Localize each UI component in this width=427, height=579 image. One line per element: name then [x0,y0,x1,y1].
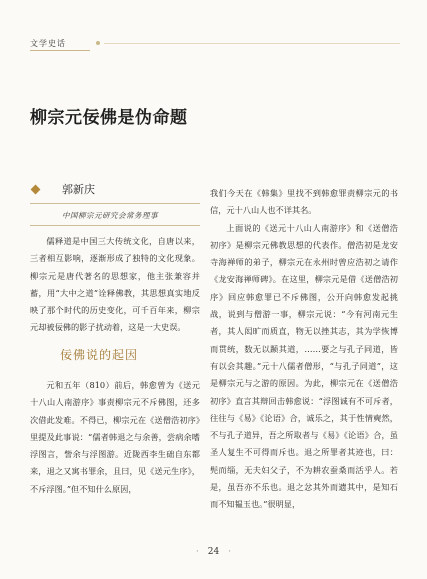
article-title: 柳宗元佞佛是伪命题 [30,108,188,128]
author-name: 郭新庆 [62,183,95,196]
body-paragraph-continued: 我们今天在《韩集》里找不到韩愈罪责柳宗元的书信，元十八山人也不详其名。 [210,188,398,216]
diamond-bullet-icon [31,185,41,195]
header-rule-left [30,50,90,51]
header-rule-right [104,43,400,44]
author-affiliation: 中国柳宗元研究会常务理事 [62,211,158,220]
affiliation-rule-top [30,203,200,204]
section-tag: 文学史话 [30,39,66,48]
header-dot [96,41,100,45]
footer-dot-left: · [196,547,199,557]
intro-text: 儒释道是中国三大传统文化，自唐以来，三者相互影响，逐渐形成了独特的文化现象。柳宗元是唐代著名的思想家，他主张兼容并蓄，用“大中之道”诠释佛教，其思想真实地反映了那个时代的历史变化，可千百年来，柳宗元却被佞佛的影子扰动着，这是一大史误。 [30,236,200,333]
page-footer [0,547,427,557]
footer-dot-right: · [228,547,231,557]
right-column-body [210,185,398,514]
body-paragraph: 上面说的《送元十八山人南游序》和《送僧浩初序》是柳宗元佛教思想的代表作。僧浩初是龙安寺海禅师的弟子，柳宗元在永州时曾应浩初之请作《龙安海禅师碑》。在这里，柳宗元是借《送僧浩初序》回应韩愈罪已不斥佛图，公开向韩愈发起挑战，说到与僧游一事，柳宗元说：“今有河南元生者，其人闳旷而质直，物无以挫其志，其为学恢博而贯统，数无以踬其道，……要之与孔子同道，皆有以会其趣。”元十八儒者僧形，“与孔子同道”，这是柳宗元与之游的原因。为此，柳宗元在《送僧浩初序》直言其辩回击韩愈说：“浮图诚有不可斥者，往往与《易》《论语》合，诚乐之，其于性情奭然，不与孔子道异，吾之所取者与《易》《论语》合，虽圣人复生不可得而斥也。退之所罪者其迹也，曰：髡而缁，无夫妇父子，不为耕农蚕桑而活乎人。若是，虽吾亦不乐也。退之忿其外而遗其中，是知石而不知韫玉也。”很明显， [210,222,398,510]
body-paragraph: 元和五年（810）前后，韩愈曾为《送元十八山人南游序》事责柳宗元不斥佛图，还多次借此发难。不得已，柳宗元在《送僧浩初序》里提及此事说：“儒者韩退之与余善，尝病余嗜浮图言，訾余与浮图游。近陇西李生础自东都来，退之又寓书罪余，且曰，见《送元生序》，不斥浮图。”但不知什么原因， [30,380,200,494]
page-number: 24 [207,547,220,557]
affiliation-rule-bottom [30,225,200,226]
intro-paragraph [30,233,200,337]
left-column-body [30,377,200,498]
section-subheading: 佞佛说的起因 [60,348,139,362]
